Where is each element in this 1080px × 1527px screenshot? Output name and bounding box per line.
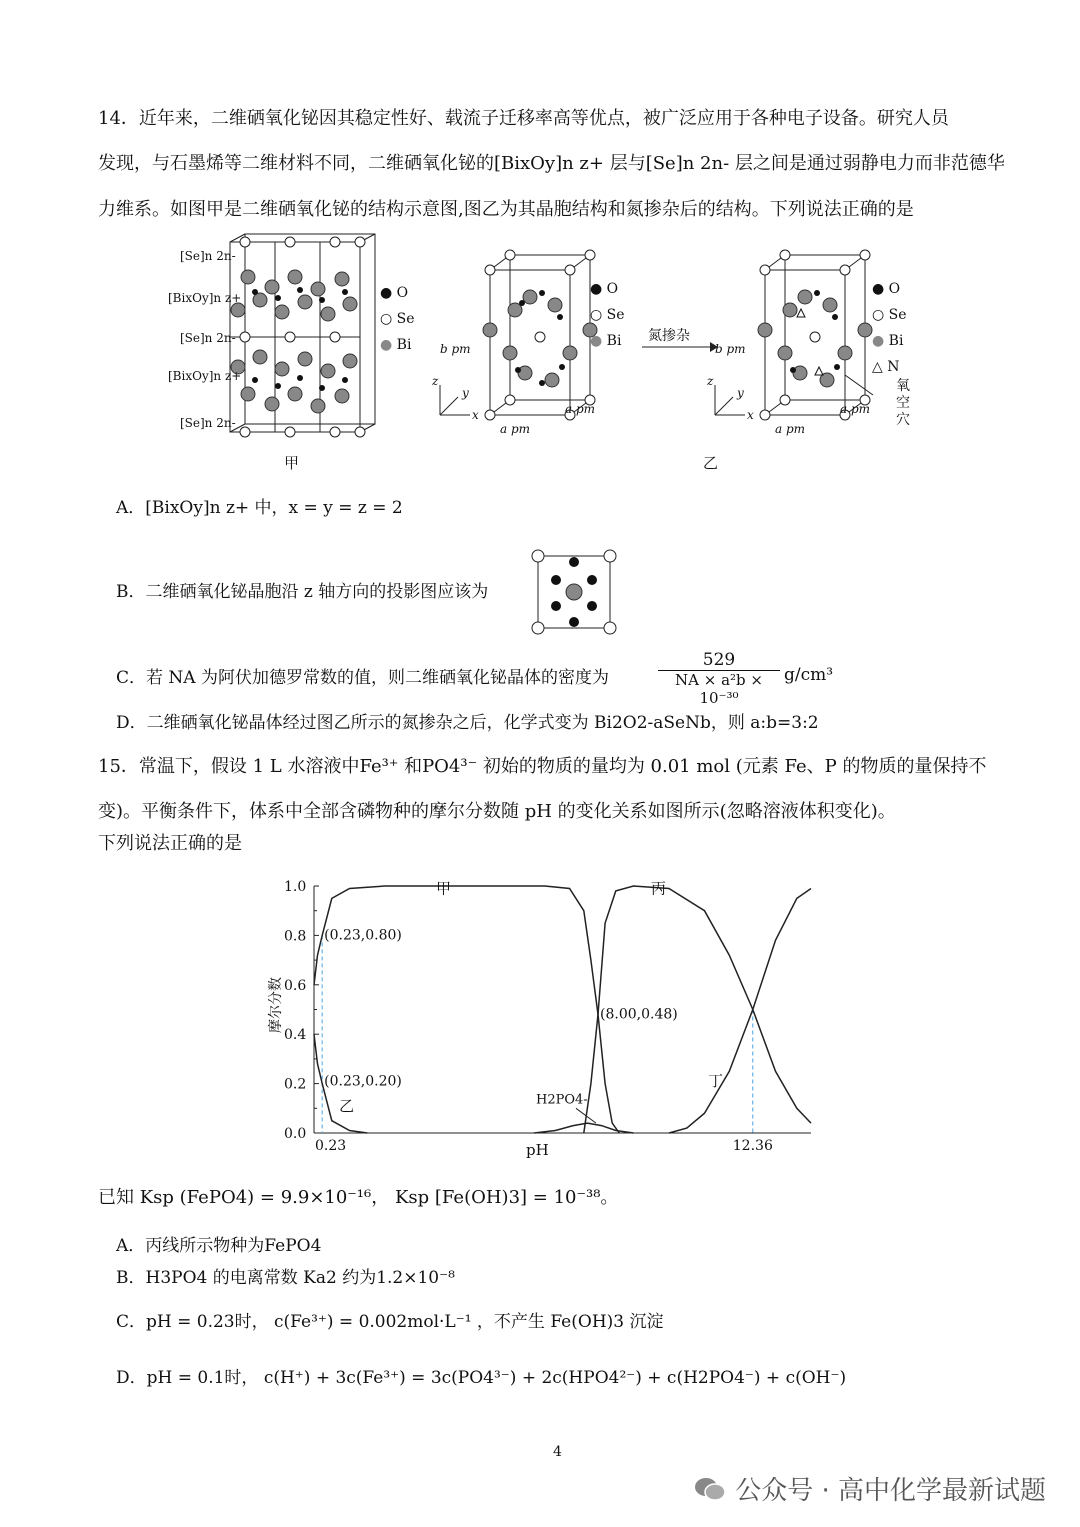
annotation-point: (0.23,0.20) xyxy=(324,1073,402,1090)
fig-a-label-se3: [Se]n 2n- xyxy=(180,416,236,430)
q14-option-c xyxy=(116,666,609,690)
y-tick-label: 1.0 xyxy=(284,879,307,895)
option-c-text: C．若 NA 为阿伏加德罗常数的值，则二维硒氧化铋晶体的密度为 xyxy=(116,668,609,688)
series-label-h2po4: H2PO4- xyxy=(536,1092,588,1108)
svg-text:z: z xyxy=(432,374,439,388)
q15-option-b: B．H3PO4 的电离常数 Ka2 约为1.2×10⁻⁸ xyxy=(116,1268,455,1288)
legend-se-a: Se xyxy=(396,311,415,327)
series-label-ding: 丁 xyxy=(708,1072,724,1091)
legend-n: N xyxy=(887,359,900,375)
fig-a-legend: ● O ○ Se ● Bi xyxy=(380,285,415,353)
axis-b-2: b pm xyxy=(715,342,746,356)
q15-stem-line3: 下列说法正确的是 xyxy=(98,833,242,854)
svg-text:y: y xyxy=(462,386,469,400)
density-denominator: NA × a²b × 10⁻³⁰ xyxy=(658,670,780,707)
legend-o-c: O xyxy=(888,281,901,297)
q14-stem-line1: 14．近年来，二维硒氧化铋因其稳定性好、载流子迁移率高等优点，被广泛应用于各种电子设备。研究人员 xyxy=(98,108,949,129)
x-axis-label: pH xyxy=(526,1141,549,1159)
fig-a-label-bio1: [BixOy]n z+ xyxy=(168,291,242,305)
series-label-yi: 乙 xyxy=(339,1096,355,1115)
q14-stem-line3: 力维系。如图甲是二维硒氧化铋的结构示意图,图乙为其晶胞结构和氮掺杂后的结构。下列说法正确的是 xyxy=(98,199,914,220)
y-tick-label: 0.2 xyxy=(284,1076,307,1093)
svg-text:x: x xyxy=(472,408,479,422)
watermark-text: 公众号 · 高中化学最新试题 xyxy=(735,1476,1046,1506)
axis-a-side-1: a pm xyxy=(565,402,596,416)
svg-text:x: x xyxy=(747,408,754,422)
dope-label: 氮掺杂 xyxy=(648,328,690,344)
density-fraction xyxy=(658,650,780,707)
q15-known: 已知 Ksp (FePO4) = 9.9×10⁻¹⁶， Ksp [Fe(OH)3] = 10⁻³⁸。 xyxy=(98,1187,619,1208)
fig-b-caption: 乙 xyxy=(703,454,719,472)
axis-a-bottom-1: a pm xyxy=(500,422,531,436)
svg-text:z: z xyxy=(707,374,714,388)
q15-stem-line2: 变)。平衡条件下，体系中全部含磷物种的摩尔分数随 pH 的变化关系如图所示(忽略溶液体积变化)。 xyxy=(98,801,896,822)
legend-se-b: Se xyxy=(606,307,625,323)
y-axis-label: 摩尔分数 xyxy=(268,977,284,1033)
q15-option-d: D．pH = 0.1时， c(H⁺) + 3c(Fe³⁺) = 3c(PO4³⁻) + 2c(HPO4²⁻) + c(H2PO4⁻) + c(OH⁻) xyxy=(116,1368,847,1388)
legend-bi-a: Bi xyxy=(396,337,412,353)
mole-fraction-chart xyxy=(256,868,826,1163)
series-label-bing: 丙 xyxy=(651,879,667,898)
q14-option-d: D．二维硒氧化铋晶体经过图乙所示的氮掺杂之后，化学式变为 Bi2O2-aSeNb，则 a:b=3:2 xyxy=(116,713,819,733)
legend-bi-c: Bi xyxy=(888,333,904,349)
q14-option-b: B．二维硒氧化铋晶胞沿 z 轴方向的投影图应该为 xyxy=(116,582,489,602)
fig-b-legend: ● O ○ Se ● Bi xyxy=(590,281,625,349)
x-tick-label: 0.23 xyxy=(315,1138,347,1154)
q15-option-a: A．丙线所示物种为FePO4 xyxy=(116,1236,322,1256)
page-number: 4 xyxy=(553,1444,562,1460)
x-tick-label: 12.36 xyxy=(732,1138,773,1154)
q15-option-c: C．pH = 0.23时， c(Fe³⁺) = 0.002mol·L⁻¹ ，不产生 Fe(OH)3 沉淀 xyxy=(116,1312,664,1332)
projection-figure xyxy=(528,548,620,636)
axis-a-bottom-2: a pm xyxy=(775,422,806,436)
axis-b-1: b pm xyxy=(440,342,471,356)
q14-stem-line2: 发现，与石墨烯等二维材料不同，二维硒氧化铋的[BixOy]n z+ 层与[Se]n 2n- 层之间是通过弱静电力而非范德华 xyxy=(98,153,1005,174)
density-numerator: 529 xyxy=(702,650,736,670)
q14-option-a: A．[BixOy]n z+ 中，x = y = z = 2 xyxy=(116,498,403,518)
fig-a-label-bio2: [BixOy]n z+ xyxy=(168,369,242,383)
vacancy-label: 氧空穴 xyxy=(896,378,910,428)
density-unit: g/cm³ xyxy=(784,665,834,685)
watermark xyxy=(693,1470,1046,1507)
legend-o-a: O xyxy=(396,285,409,301)
annotation-point: (0.23,0.80) xyxy=(324,927,402,944)
legend-o-b: O xyxy=(606,281,619,297)
q15-stem-line1: 15．常温下，假设 1 L 水溶液中Fe³⁺ 和PO4³⁻ 初始的物质的量均为 0.01 mol (元素 Fe、P 的物质的量保持不 xyxy=(98,756,987,777)
y-tick-label: 0.8 xyxy=(284,928,307,945)
legend-bi-b: Bi xyxy=(606,333,622,349)
fig-a-label-se2: [Se]n 2n- xyxy=(180,331,236,345)
y-tick-label: 0.6 xyxy=(284,977,307,994)
fig-a-label-se1: [Se]n 2n- xyxy=(180,249,236,263)
svg-text:y: y xyxy=(737,386,744,400)
y-tick-label: 0.4 xyxy=(284,1027,307,1044)
fig-a-caption: 甲 xyxy=(284,454,300,472)
annotation-point: (8.00,0.48) xyxy=(600,1006,678,1023)
legend-se-c: Se xyxy=(888,307,907,323)
series-label-jia: 甲 xyxy=(436,879,452,898)
y-tick-label: 0.0 xyxy=(284,1126,307,1142)
wechat-icon xyxy=(693,1476,727,1502)
axis-a-side-2: a pm xyxy=(840,402,871,416)
fig-b-doped-legend: ● O ○ Se ● Bi △ N xyxy=(872,281,907,375)
figure-jia xyxy=(160,232,390,442)
